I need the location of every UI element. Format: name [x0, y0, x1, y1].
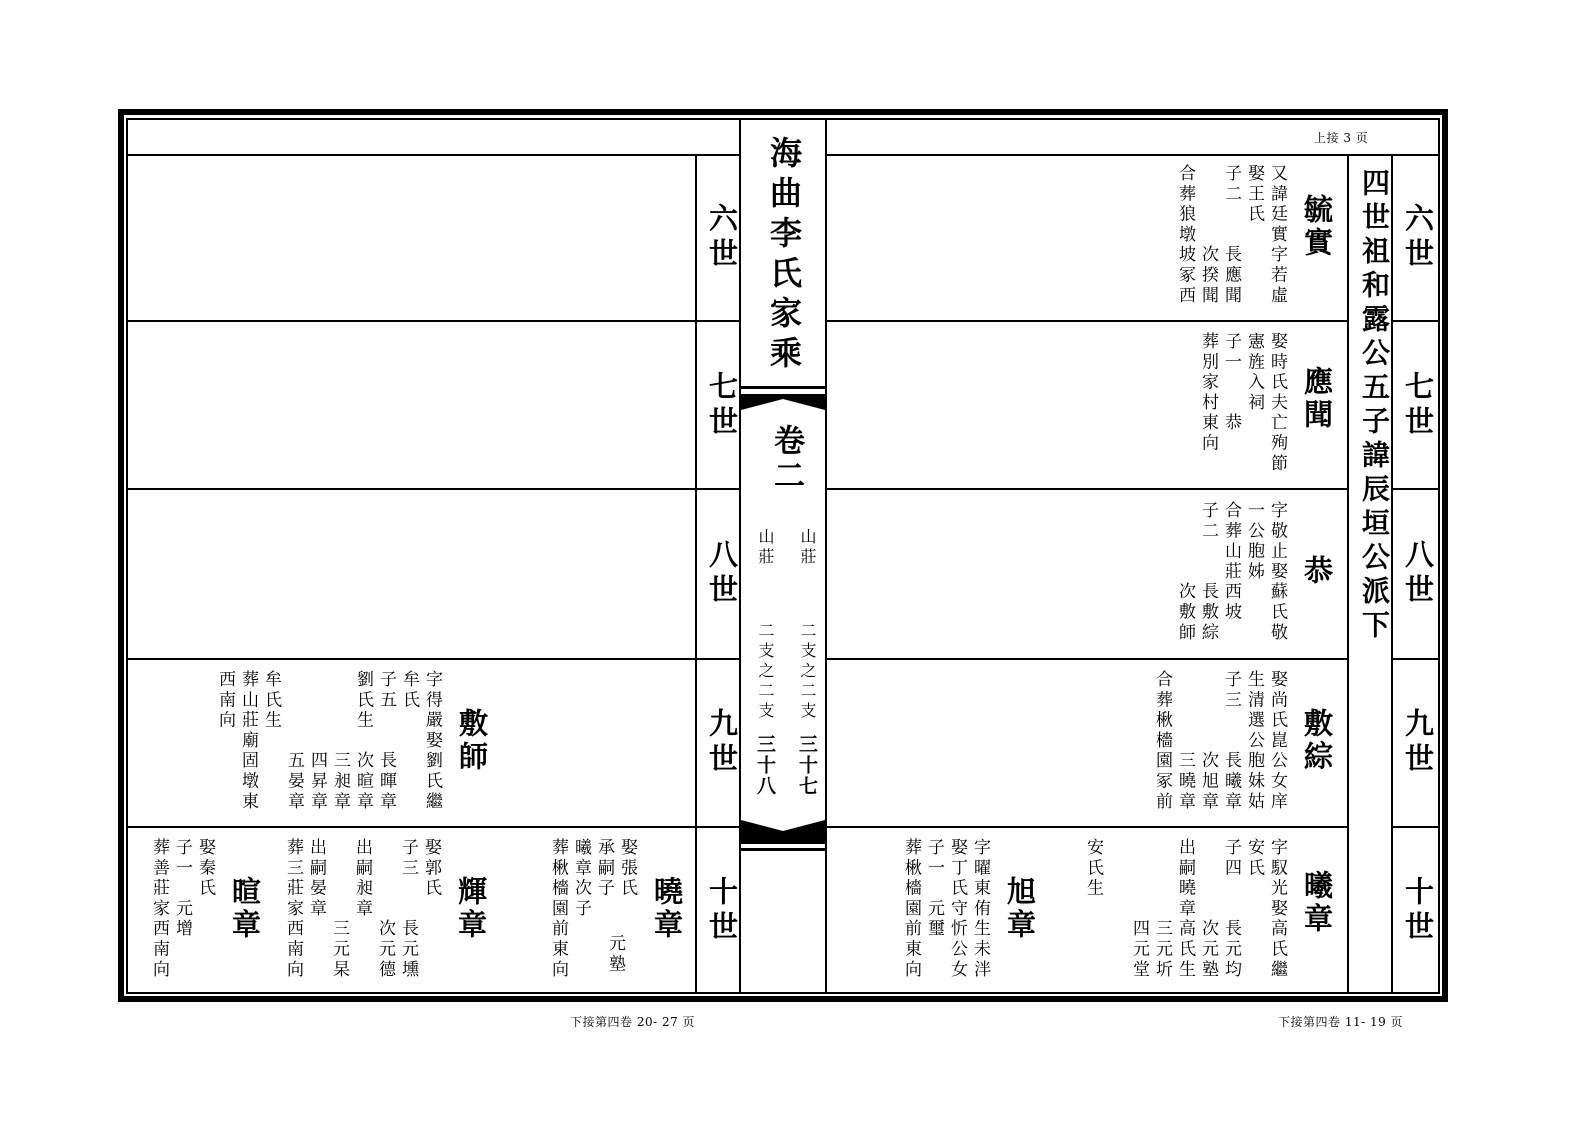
person-record: 合葬狼墩坡冢西: [1175, 164, 1195, 307]
right-row-rule: [826, 320, 1347, 322]
person-record: 次敷師: [1175, 501, 1195, 644]
continued-from-note: 上接 3 页: [1314, 131, 1369, 145]
person-record: 字曜東侑生未泮: [970, 838, 990, 981]
gen-label-left: 七世: [705, 371, 739, 441]
lineage-header: 四世祖和露公五子諱辰垣公派下: [1358, 168, 1391, 644]
person-record: 子一 元增: [172, 838, 192, 940]
person-record: 葬別家村東向: [1198, 332, 1218, 454]
person-name: 旭章: [1003, 876, 1037, 942]
left-row-rule: [127, 488, 739, 490]
person-record: 憲旌入祠: [1244, 332, 1264, 414]
person-record: 三元圻: [1152, 838, 1172, 981]
person-record: 字敬止娶蘇氏敬: [1267, 501, 1287, 644]
person-record: 葬三莊家西南向: [283, 838, 303, 981]
person-record: 三元杲: [329, 838, 349, 981]
person-record: 葬楸檣園前東向: [548, 838, 568, 981]
gen-label-right: 七世: [1401, 371, 1435, 441]
person-name: 恭: [1300, 555, 1334, 588]
gen-label-right: 九世: [1401, 708, 1435, 778]
person-record: 葬善莊家西南向: [149, 838, 169, 981]
gen-label-left: 十世: [705, 876, 739, 946]
person-record: 娶尚氏崑公女庠: [1267, 670, 1287, 813]
person-name: 曉章: [650, 876, 684, 942]
person-record: 娶丁氏守忻公女: [947, 838, 967, 981]
person-record: 曦章次子: [571, 838, 591, 920]
right-gen-rule: [1392, 826, 1439, 828]
gen-label-right: 十世: [1401, 876, 1435, 946]
person-record: 次揆聞: [1198, 164, 1218, 307]
person-record: 四昇章: [307, 670, 327, 813]
continued-to-note-right: 下接第四卷 11- 19 页: [1278, 1015, 1404, 1029]
person-record: 牟氏: [399, 670, 419, 711]
right-row-rule: [826, 488, 1347, 490]
person-entry: [1150, 501, 1342, 653]
person-record: 子一 恭: [1221, 332, 1241, 434]
person-record: 三昶章: [330, 670, 350, 813]
person-record: 西南向: [215, 670, 235, 731]
person-record: 又諱廷實字若虛: [1267, 164, 1287, 307]
person-entry: [150, 838, 270, 990]
person-record: 牟氏生: [261, 670, 281, 731]
gen-label-left: 六世: [705, 203, 739, 273]
left-gen-col-border: [695, 154, 697, 994]
right-header-col-left: [1347, 154, 1349, 994]
person-record: 三曉章: [1175, 670, 1195, 813]
person-record: 劉氏生 次暄章: [353, 670, 373, 813]
gen-label-right: 八世: [1401, 539, 1435, 609]
person-entry: [1150, 332, 1342, 482]
right-gen-rule: [1392, 658, 1439, 660]
person-record: 出嗣曉章高氏生: [1175, 838, 1195, 981]
right-gen-rule: [1392, 488, 1439, 490]
person-name: 暄章: [228, 876, 262, 942]
person-record: 娶張氏: [617, 838, 637, 899]
branch-label-right: 山莊: [798, 528, 817, 568]
left-row-rule: [127, 320, 739, 322]
person-record: 子二 長應聞: [1221, 164, 1241, 307]
person-record: 子四 長元均: [1221, 838, 1241, 981]
person-record: 出嗣昶章: [352, 838, 372, 920]
person-name: 毓實: [1300, 194, 1334, 260]
person-name: 敷師: [455, 708, 489, 774]
right-row-rule: [826, 826, 1347, 828]
person-record: 元塾: [605, 934, 625, 975]
person-record: 葬山莊廟固墩東: [238, 670, 258, 813]
left-row-rule: [127, 826, 739, 828]
person-record: 子三 長元壎: [398, 838, 418, 981]
person-record: 娶秦氏: [195, 838, 215, 899]
person-record: 子三 長曦章: [1221, 670, 1241, 813]
gen-label-left: 八世: [705, 539, 739, 609]
person-record: 生清選公胞妹姑: [1244, 670, 1264, 813]
gen-label-left: 九世: [705, 708, 739, 778]
right-row-rule: [826, 658, 1347, 660]
person-record: 葬楸檣園前東向: [901, 838, 921, 981]
right-gen-rule: [1392, 320, 1439, 322]
person-record: 子五 長暉章: [376, 670, 396, 813]
person-record: 五晏章: [284, 670, 304, 813]
person-entry: [283, 838, 496, 990]
branch-label-left: 山莊: [756, 528, 775, 568]
spine-border-right: [825, 118, 827, 994]
person-record: 子二 長敷綜: [1198, 501, 1218, 644]
person-entry: [895, 838, 1045, 990]
person-entry: [195, 670, 497, 822]
person-name: 輝章: [454, 876, 488, 942]
person-record: 字得嚴娶劉氏繼: [422, 670, 442, 813]
person-record: 子一 元璽: [924, 838, 944, 940]
person-record: 娶王氏: [1244, 164, 1264, 225]
person-record: 娶時氏夫亡殉節: [1267, 332, 1287, 475]
person-record: 次元塾: [1198, 838, 1218, 981]
person-name: 敷綜: [1300, 708, 1334, 774]
person-entry: [1150, 164, 1342, 314]
person-record: 安氏生: [1083, 838, 1103, 899]
person-record: 出嗣晏章: [306, 838, 326, 920]
person-name: 曦章: [1300, 870, 1334, 936]
person-record: 次元德: [375, 838, 395, 981]
person-record: 娶郭氏: [421, 838, 441, 899]
person-record: 安氏: [1244, 838, 1264, 879]
left-row-rule: [127, 658, 739, 660]
person-record: 承嗣子: [594, 838, 614, 899]
person-record: 字馭光娶高氏繼: [1267, 838, 1287, 981]
person-entry: [540, 838, 692, 990]
person-record: 四元堂: [1129, 838, 1149, 981]
person-entry: [1120, 670, 1342, 822]
gen-label-right: 六世: [1401, 203, 1435, 273]
book-title: 海曲李氏家乘: [765, 136, 803, 376]
person-record: 一公胞姊: [1244, 501, 1264, 583]
person-record: 次旭章: [1198, 670, 1218, 813]
person-entry: [1080, 838, 1342, 990]
page-number-left: 三十八: [754, 734, 776, 797]
left-top-rule: [127, 154, 739, 156]
person-record: 合葬楸檣園冢前: [1152, 670, 1172, 813]
continued-to-note-left: 下接第四卷 20- 27 页: [570, 1015, 696, 1029]
person-name: 應聞: [1300, 366, 1334, 432]
volume-label: 卷二: [768, 424, 804, 494]
sub-branch-left: 二支之二支: [756, 622, 775, 722]
sub-branch-right: 二支之二支: [798, 622, 817, 722]
person-record: 合葬山莊西坡: [1221, 501, 1241, 623]
page-number-right: 三十七: [796, 734, 818, 797]
